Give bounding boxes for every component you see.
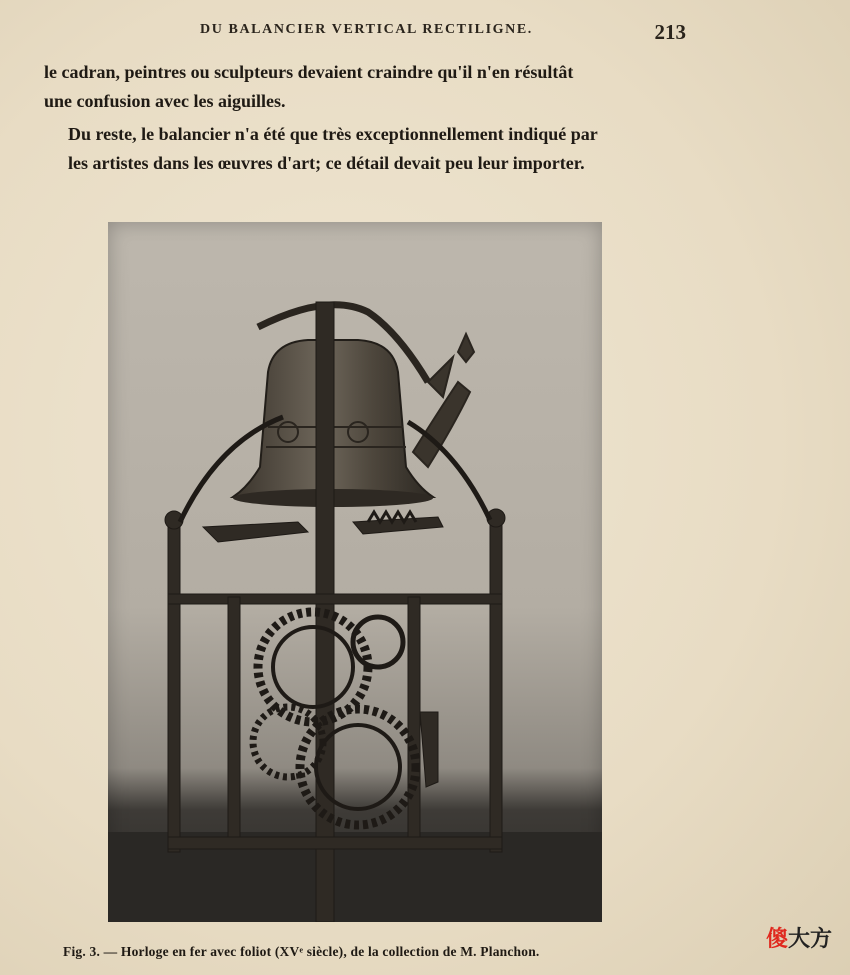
- running-title: DU BALANCIER VERTICAL RECTILIGNE.: [200, 22, 533, 37]
- text-line: Du reste, le balancier n'a été que très exceptionnellement indiqué par: [68, 124, 598, 144]
- page-header: [200, 20, 690, 46]
- figure-caption: Fig. 3. — Horloge en fer avec foliot (XVᵉ siècle), de la collection de M. Planchon.: [63, 944, 540, 959]
- page-number: 213: [654, 20, 686, 44]
- figure-photograph: [108, 222, 602, 922]
- iron-clock-illustration: [108, 222, 602, 922]
- body-text: [44, 58, 689, 178]
- site-watermark-logo: [766, 922, 832, 953]
- watermark-chars-2: 大方: [787, 927, 832, 952]
- side-lever: [420, 712, 438, 787]
- paragraph-1: [44, 58, 689, 116]
- text-line: une confusion avec les aiguilles.: [44, 91, 286, 111]
- watermark-char-1: 傻: [765, 927, 788, 952]
- text-line: le cadran, peintres ou sculpteurs devaient craindre qu'il n'en résultât: [44, 62, 574, 82]
- paragraph-2: [44, 120, 689, 178]
- text-line: les artistes dans les œuvres d'art; ce détail devait peu leur importer.: [68, 153, 585, 173]
